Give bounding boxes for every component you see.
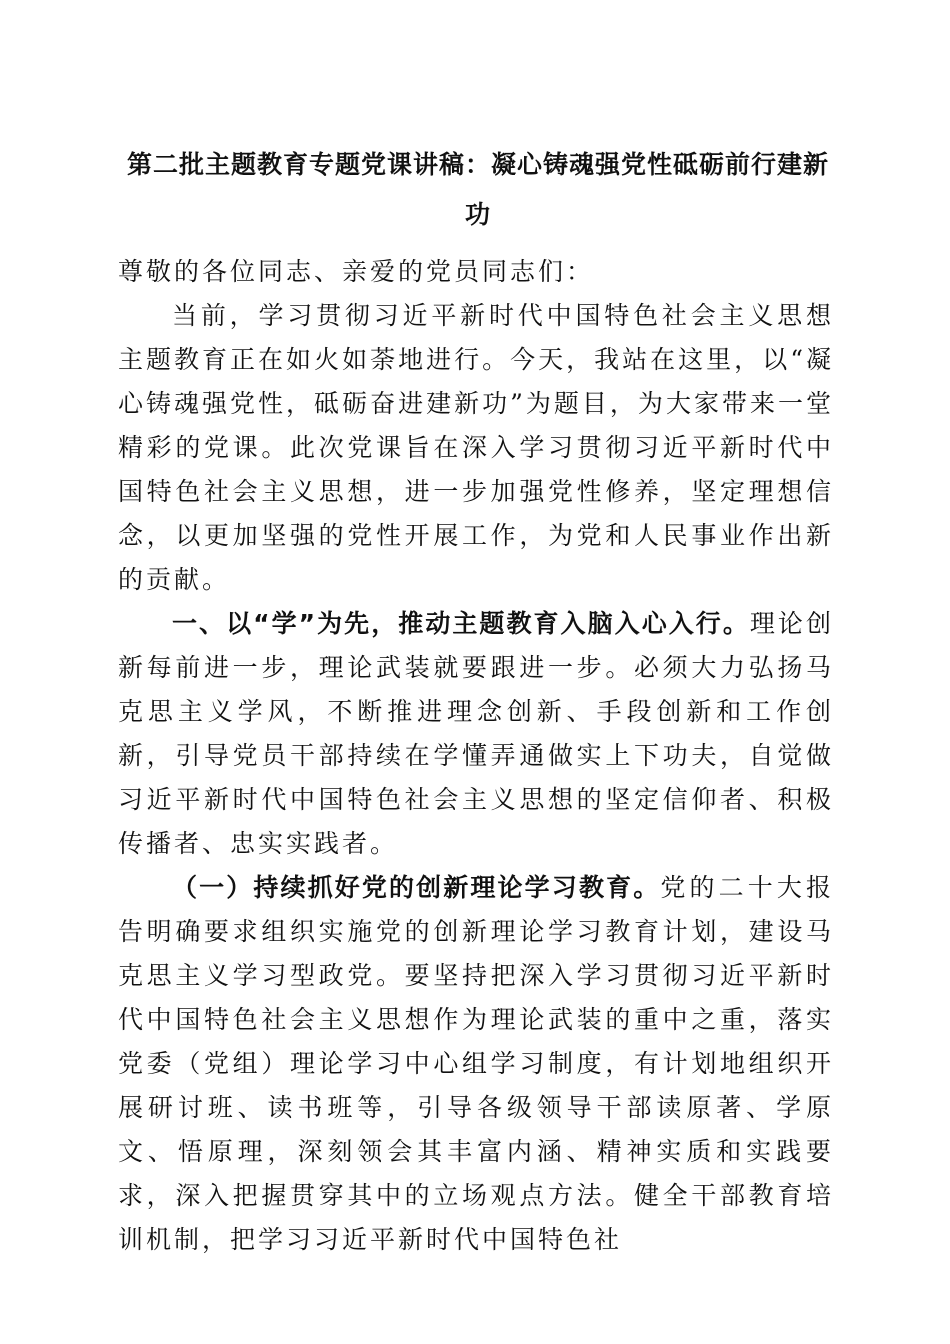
document-body: [118, 250, 834, 1262]
section-1-paragraph: [118, 602, 834, 866]
document-title: 第二批主题教育专题党课讲稿：凝心铸魂强党性砥砺前行建新功: [126, 150, 829, 229]
section-1-heading: 一、以“学”为先，推动主题教育入脑入心入行。: [172, 609, 750, 638]
salutation: 尊敬的各位同志、亲爱的党员同志们：: [118, 257, 595, 286]
subsection-1-text: 党的二十大报告明确要求组织实施党的创新理论学习教育计划，建设马克思主义学习型政党。要坚持把深入学习贯彻习近平新时代中国特色社会主义思想作为理论武装的重中之重，落实党委（党组）理论学习中心组学习制度，有计划地组织开展研讨班、读书班等，引导各级领导干部读原著、学原文、悟原理，深刻领会其丰富内涵、精神实质和实践要求，深入把握贯穿其中的立场观点方法。健全干部教育培训机制，把学习习近平新时代中国特色社: [118, 873, 834, 1254]
section-1-text: 理论创新每前进一步，理论武装就要跟进一步。必须大力弘扬马克思主义学风，不断推进理念创新、手段创新和工作创新，引导党员干部持续在学懂弄通做实上下功夫，自觉做习近平新时代中国特色社会主义思想的坚定信仰者、积极传播者、忠实实践者。: [118, 609, 834, 858]
intro-paragraph: 当前，学习贯彻习近平新时代中国特色社会主义思想主题教育正在如火如荼地进行。今天，我站在这里，以“凝心铸魂强党性，砥砺奋进建新功”为题目，为大家带来一堂精彩的党课。此次党课旨在深入学习贯彻习近平新时代中国特色社会主义思想，进一步加强党性修养，坚定理想信念，以更加坚强的党性开展工作，为党和人民事业作出新的贡献。: [118, 301, 834, 594]
subsection-1-heading: （一）持续抓好党的创新理论学习教育。: [172, 873, 661, 902]
subsection-1-paragraph: [118, 866, 834, 1262]
